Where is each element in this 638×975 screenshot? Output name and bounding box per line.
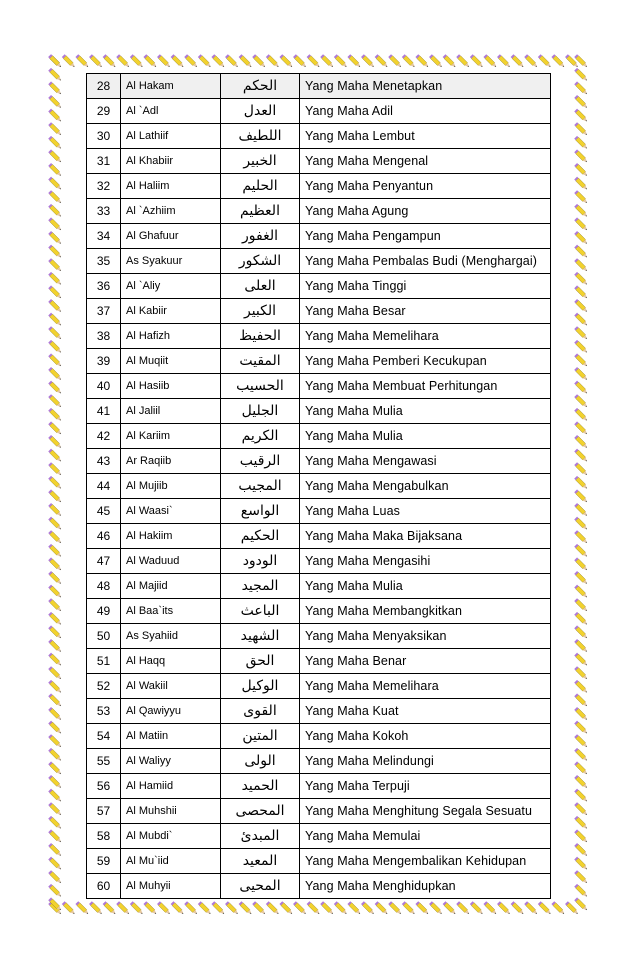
meaning: Yang Maha Mengawasi <box>300 449 551 474</box>
name-arabic: الغفور <box>221 224 300 249</box>
name-latin: Al Baa`its <box>121 599 221 624</box>
name-latin: Al Majiid <box>121 574 221 599</box>
name-arabic: الباعث <box>221 599 300 624</box>
row-number: 44 <box>87 474 121 499</box>
meaning: Yang Maha Tinggi <box>300 274 551 299</box>
name-latin: Al Mubdi` <box>121 824 221 849</box>
meaning: Yang Maha Pembalas Budi (Menghargai) <box>300 249 551 274</box>
name-latin: Al `Azhiim <box>121 199 221 224</box>
table-row <box>87 224 551 249</box>
row-number: 28 <box>87 74 121 99</box>
name-arabic: المجيب <box>221 474 300 499</box>
name-latin: Al Waduud <box>121 549 221 574</box>
name-arabic: المعيد <box>221 849 300 874</box>
asmaul-husna-table <box>86 73 551 899</box>
pencil-icon <box>48 54 590 70</box>
row-number: 45 <box>87 499 121 524</box>
name-latin: Al Hasiib <box>121 374 221 399</box>
meaning: Yang Maha Luas <box>300 499 551 524</box>
name-latin: Al `Adl <box>121 99 221 124</box>
meaning: Yang Maha Mulia <box>300 574 551 599</box>
meaning: Yang Maha Memelihara <box>300 324 551 349</box>
name-latin: As Syakuur <box>121 249 221 274</box>
name-latin: As Syahiid <box>121 624 221 649</box>
name-arabic: الواسع <box>221 499 300 524</box>
name-latin: Al Mu`iid <box>121 849 221 874</box>
meaning: Yang Maha Memelihara <box>300 674 551 699</box>
table-row <box>87 249 551 274</box>
name-arabic: الكبير <box>221 299 300 324</box>
row-number: 47 <box>87 549 121 574</box>
row-number: 46 <box>87 524 121 549</box>
pencil-icon <box>48 901 590 917</box>
table-row <box>87 349 551 374</box>
table-row <box>87 324 551 349</box>
name-latin: Al Mujiib <box>121 474 221 499</box>
table-row <box>87 424 551 449</box>
name-arabic: العدل <box>221 99 300 124</box>
row-number: 43 <box>87 449 121 474</box>
name-arabic: الولى <box>221 749 300 774</box>
name-arabic: الكريم <box>221 424 300 449</box>
meaning: Yang Maha Memulai <box>300 824 551 849</box>
table-row <box>87 199 551 224</box>
name-arabic: المحيى <box>221 874 300 899</box>
pencil-icon <box>574 54 590 917</box>
row-number: 57 <box>87 799 121 824</box>
name-latin: Al Waliyy <box>121 749 221 774</box>
name-latin: Ar Raqiib <box>121 449 221 474</box>
table-row <box>87 849 551 874</box>
name-latin: Al Haqq <box>121 649 221 674</box>
name-latin: Al Waasi` <box>121 499 221 524</box>
name-arabic: الحكم <box>221 74 300 99</box>
row-number: 50 <box>87 624 121 649</box>
meaning: Yang Maha Lembut <box>300 124 551 149</box>
name-latin: Al Kabiir <box>121 299 221 324</box>
name-arabic: الخبير <box>221 149 300 174</box>
row-number: 39 <box>87 349 121 374</box>
table-row <box>87 649 551 674</box>
meaning: Yang Maha Terpuji <box>300 774 551 799</box>
name-arabic: الحق <box>221 649 300 674</box>
table-row <box>87 174 551 199</box>
row-number: 36 <box>87 274 121 299</box>
meaning: Yang Maha Mulia <box>300 424 551 449</box>
name-arabic: الرقيب <box>221 449 300 474</box>
table-row <box>87 749 551 774</box>
row-number: 60 <box>87 874 121 899</box>
row-number: 41 <box>87 399 121 424</box>
row-number: 52 <box>87 674 121 699</box>
row-number: 53 <box>87 699 121 724</box>
meaning: Yang Maha Membuat Perhitungan <box>300 374 551 399</box>
meaning: Yang Maha Kuat <box>300 699 551 724</box>
meaning: Yang Maha Kokoh <box>300 724 551 749</box>
row-number: 48 <box>87 574 121 599</box>
name-latin: Al Lathiif <box>121 124 221 149</box>
row-number: 38 <box>87 324 121 349</box>
row-number: 37 <box>87 299 121 324</box>
meaning: Yang Maha Maka Bijaksana <box>300 524 551 549</box>
name-latin: Al Hakam <box>121 74 221 99</box>
name-latin: Al Hamiid <box>121 774 221 799</box>
name-arabic: المقيت <box>221 349 300 374</box>
table-row <box>87 524 551 549</box>
name-latin: Al Kariim <box>121 424 221 449</box>
name-latin: Al Hafizh <box>121 324 221 349</box>
table-row <box>87 99 551 124</box>
row-number: 34 <box>87 224 121 249</box>
name-arabic: المجيد <box>221 574 300 599</box>
name-arabic: الودود <box>221 549 300 574</box>
table-row <box>87 474 551 499</box>
meaning: Yang Maha Benar <box>300 649 551 674</box>
name-arabic: اللطيف <box>221 124 300 149</box>
pencil-border-left <box>48 54 64 917</box>
row-number: 35 <box>87 249 121 274</box>
row-number: 40 <box>87 374 121 399</box>
row-number: 31 <box>87 149 121 174</box>
name-arabic: العلى <box>221 274 300 299</box>
table-row <box>87 124 551 149</box>
table-row <box>87 824 551 849</box>
meaning: Yang Maha Menyaksikan <box>300 624 551 649</box>
name-arabic: الحليم <box>221 174 300 199</box>
name-arabic: الشهيد <box>221 624 300 649</box>
pencil-border-top <box>48 54 590 70</box>
table-row <box>87 724 551 749</box>
name-latin: Al `Aliy <box>121 274 221 299</box>
table-row <box>87 874 551 899</box>
meaning: Yang Maha Mengabulkan <box>300 474 551 499</box>
name-arabic: المبدئ <box>221 824 300 849</box>
name-arabic: الجليل <box>221 399 300 424</box>
name-arabic: الحفيظ <box>221 324 300 349</box>
row-number: 49 <box>87 599 121 624</box>
name-latin: Al Qawiyyu <box>121 699 221 724</box>
table-row <box>87 449 551 474</box>
pencil-border-right <box>574 54 590 917</box>
meaning: Yang Maha Pengampun <box>300 224 551 249</box>
meaning: Yang Maha Penyantun <box>300 174 551 199</box>
meaning: Yang Maha Menghitung Segala Sesuatu <box>300 799 551 824</box>
name-arabic: المتين <box>221 724 300 749</box>
name-latin: Al Muqiit <box>121 349 221 374</box>
row-number: 42 <box>87 424 121 449</box>
row-number: 51 <box>87 649 121 674</box>
table-row <box>87 624 551 649</box>
row-number: 29 <box>87 99 121 124</box>
table-row <box>87 774 551 799</box>
table-row <box>87 549 551 574</box>
row-number: 30 <box>87 124 121 149</box>
name-latin: Al Jaliil <box>121 399 221 424</box>
name-arabic: الوكيل <box>221 674 300 699</box>
meaning: Yang Maha Mengasihi <box>300 549 551 574</box>
name-arabic: المحصى <box>221 799 300 824</box>
meaning: Yang Maha Menghidupkan <box>300 874 551 899</box>
pencil-border-bottom <box>48 901 590 917</box>
table-row <box>87 699 551 724</box>
name-latin: Al Khabiir <box>121 149 221 174</box>
pencil-icon <box>48 54 64 917</box>
row-number: 58 <box>87 824 121 849</box>
row-number: 55 <box>87 749 121 774</box>
table-row <box>87 299 551 324</box>
name-arabic: الشكور <box>221 249 300 274</box>
row-number: 32 <box>87 174 121 199</box>
meaning: Yang Maha Mulia <box>300 399 551 424</box>
row-number: 59 <box>87 849 121 874</box>
table-row <box>87 149 551 174</box>
name-latin: Al Ghafuur <box>121 224 221 249</box>
name-latin: Al Matiin <box>121 724 221 749</box>
row-number: 54 <box>87 724 121 749</box>
meaning: Yang Maha Melindungi <box>300 749 551 774</box>
name-latin: Al Wakiil <box>121 674 221 699</box>
name-latin: Al Muhyii <box>121 874 221 899</box>
meaning: Yang Maha Membangkitkan <box>300 599 551 624</box>
name-arabic: الحميد <box>221 774 300 799</box>
table-row <box>87 74 551 99</box>
table-row <box>87 499 551 524</box>
row-number: 33 <box>87 199 121 224</box>
table-row <box>87 574 551 599</box>
table-row <box>87 599 551 624</box>
meaning: Yang Maha Pemberi Kecukupan <box>300 349 551 374</box>
meaning: Yang Maha Agung <box>300 199 551 224</box>
table-row <box>87 374 551 399</box>
name-arabic: القوى <box>221 699 300 724</box>
name-arabic: العظيم <box>221 199 300 224</box>
table-row <box>87 399 551 424</box>
name-arabic: الحكيم <box>221 524 300 549</box>
name-latin: Al Haliim <box>121 174 221 199</box>
table-row <box>87 674 551 699</box>
name-latin: Al Muhshii <box>121 799 221 824</box>
row-number: 56 <box>87 774 121 799</box>
name-arabic: الحسيب <box>221 374 300 399</box>
meaning: Yang Maha Besar <box>300 299 551 324</box>
name-latin: Al Hakiim <box>121 524 221 549</box>
meaning: Yang Maha Menetapkan <box>300 74 551 99</box>
meaning: Yang Maha Mengembalikan Kehidupan <box>300 849 551 874</box>
table-row <box>87 799 551 824</box>
meaning: Yang Maha Mengenal <box>300 149 551 174</box>
table-row <box>87 274 551 299</box>
meaning: Yang Maha Adil <box>300 99 551 124</box>
